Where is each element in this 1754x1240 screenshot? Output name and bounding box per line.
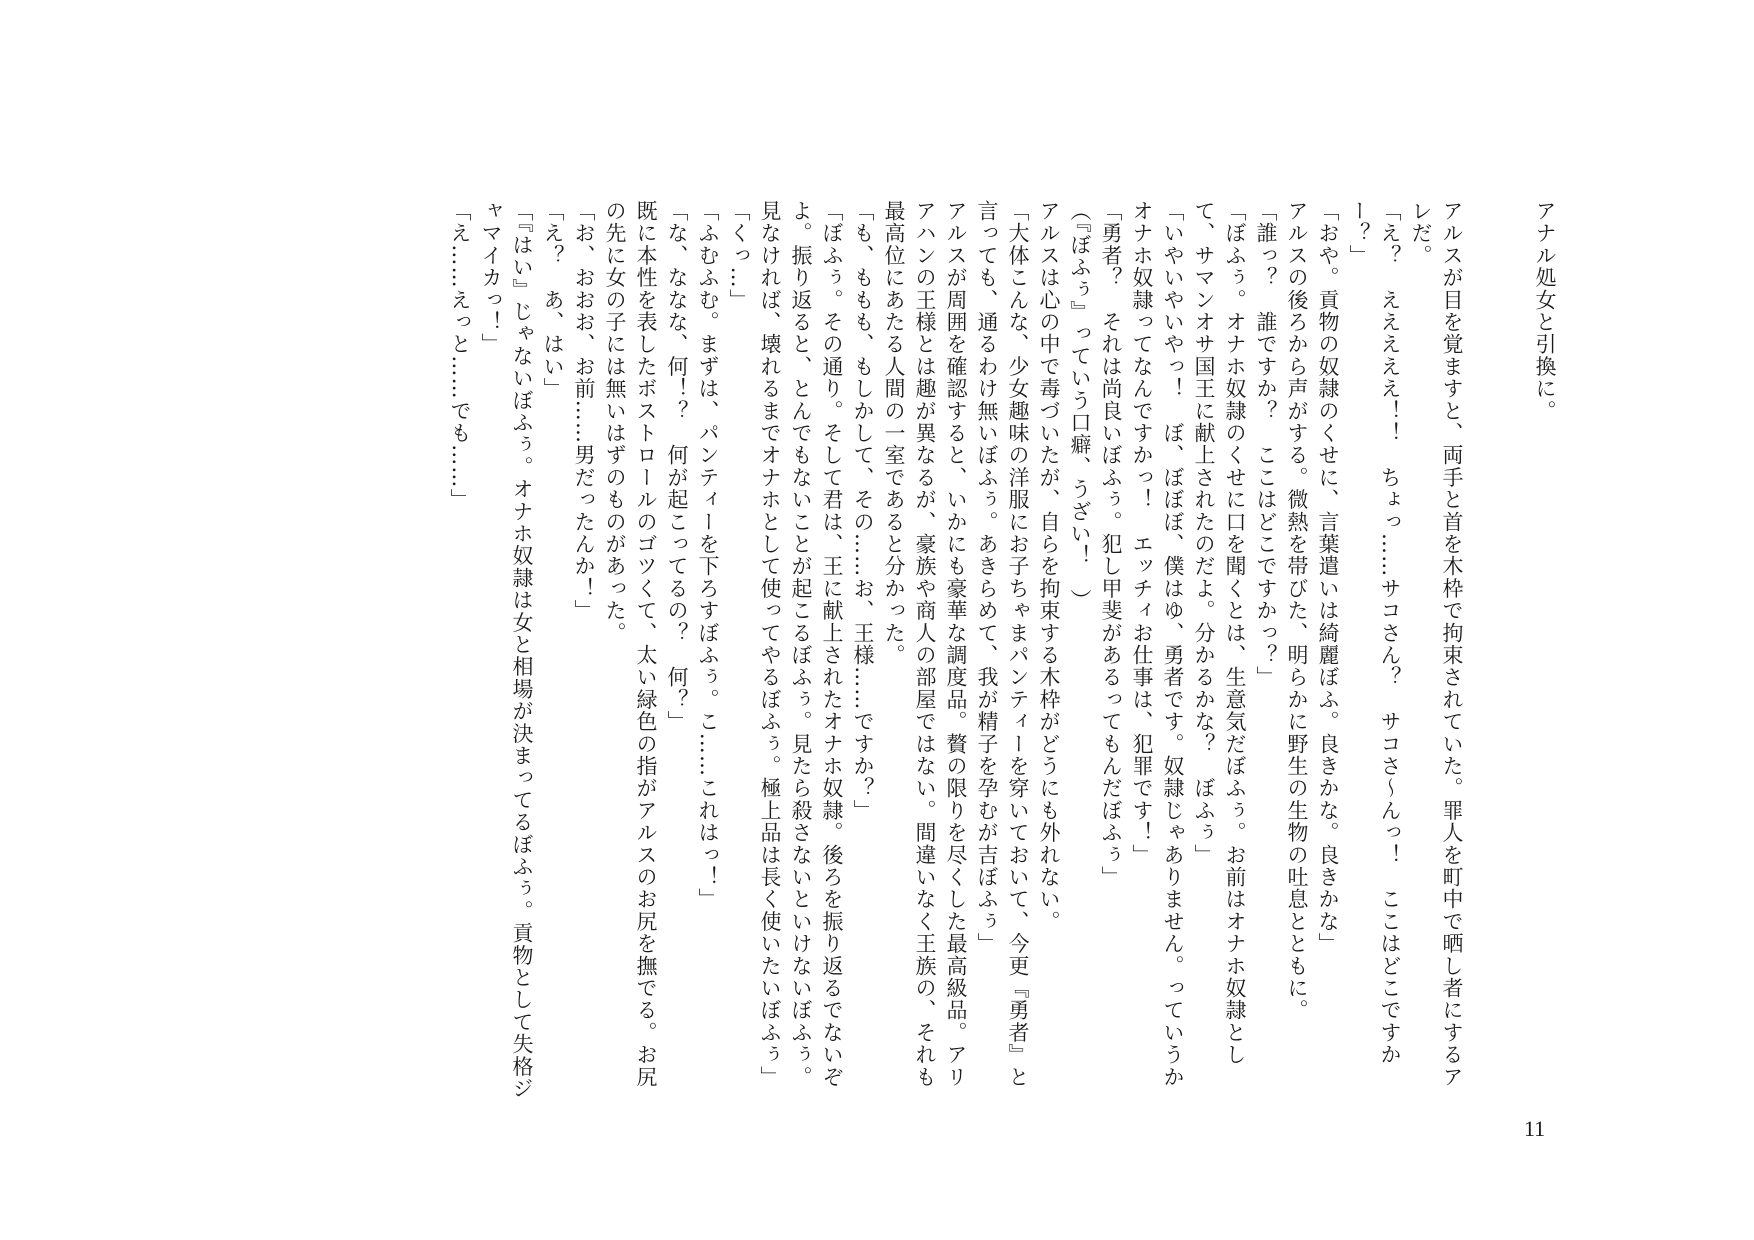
text-line: 「え？ あ、はい」 [541, 200, 565, 400]
text-line: 「『はい』じゃないぼふぅ。オナホ奴隷は女と相場が決まってるぼふぅ。貢物として失格ジャマイカっ！」 [479, 200, 534, 1100]
vertical-text-block [200, 200, 1560, 1100]
text-line: （『ぼふぅ』っていう口癖、うざい！ ） [1068, 200, 1092, 612]
text-line: 「勇者？ それは尚良いぼふぅ。犯し甲斐があるってもんだぼふぅ」 [1099, 200, 1123, 889]
text-line: 既に本性を表したボストロールのゴツくて、太い緑色の指がアルスのお尻を撫でる。お尻の先に女の子には無いはずのものがあった。 [603, 200, 658, 1088]
text-line: 「え……えっと……でも……」 [448, 200, 472, 511]
text-line: 「くっ…」 [727, 200, 751, 311]
text-line: 「な、ななな、何！？ 何が起こってるの？ 何？」 [665, 200, 689, 733]
text-line: 「ふむふむ。まずは、パンティーを下ろすぼふぅ。こ……これはっ！」 [696, 200, 720, 911]
text-line: 「いやいやいやっ！ ぼ、ぼぼぼ、僕はゆ、勇者です。奴隷じゃありません。っていうかオナホ奴隷ってなんですかっ！ エッチィお仕事は、犯罪です！」 [1130, 200, 1185, 1088]
chapter-heading: アナル処女と引換に。 [1533, 200, 1557, 422]
text-line: アルスが周囲を確認すると、いかにも豪華な調度品。贅の限りを尽くした最高級品。アリアハンの王様とは趣が異なるが、豪族や商人の部屋ではない。間違いなく王族の、それも最高位にあたる人間の一室であると分かった。 [882, 200, 968, 1088]
text-line: 「ぼふぅ。その通り。そして君は、王に献上されたオナホ奴隷。後ろを振り返るでないぞよ。振り返ると、とんでもないことが起こるぼふぅ。見たら殺さないといけないぼふぅ。見なければ、壊れるまでオナホとして使ってやるぼふぅ。極上品は長く使いたいぼふぅ」 [758, 200, 844, 1088]
text-line: 「おや。貢物の奴隷のくせに、言葉遣いは綺麗ぼふ。良きかな。良きかな」 [1316, 200, 1340, 955]
text-line: アルスの後ろから声がする。微熱を帯びた、明らかに野生の生物の吐息とともに。 [1285, 200, 1309, 1022]
page-number: 11 [1524, 1116, 1546, 1141]
text-line: 「誰っ？ 誰ですか？ ここはどこですかっ？」 [1254, 200, 1278, 689]
text-line: 「え？ えええええ！！ ちょっ……サコさん？ サコさ〜んっ！ ここはどこですかー？」 [1347, 200, 1402, 1066]
text-line: 「お、おおお、お前……男だったんか！」 [572, 200, 596, 622]
text-line: アルスが目を覚ますと、両手と首を木枠で拘束されていた。罪人を町中で晒し者にするアレだ。 [1409, 200, 1464, 1088]
text-line: 「も、ももも、もしかして、その……お、王様……ですか？」 [851, 200, 875, 822]
text-line: 「大体こんな、少女趣味の洋服にお子ちゃまパンティーを穿いておいて、今更『勇者』と言っても、通るわけ無いぼふぅ。あきらめて、我が精子を孕むが吉ぼふぅ」 [975, 200, 1030, 1088]
text-line: アルスは心の中で毒づいたが、自らを拘束する木枠がどうにも外れない。 [1037, 200, 1061, 933]
text-line: 「ぼふぅ。オナホ奴隷のくせに口を聞くとは、生意気だぼふぅ。お前はオナホ奴隷として、サマンオサ国王に献上されたのだよ。分かるかな？ ぼふぅ」 [1192, 200, 1247, 1066]
